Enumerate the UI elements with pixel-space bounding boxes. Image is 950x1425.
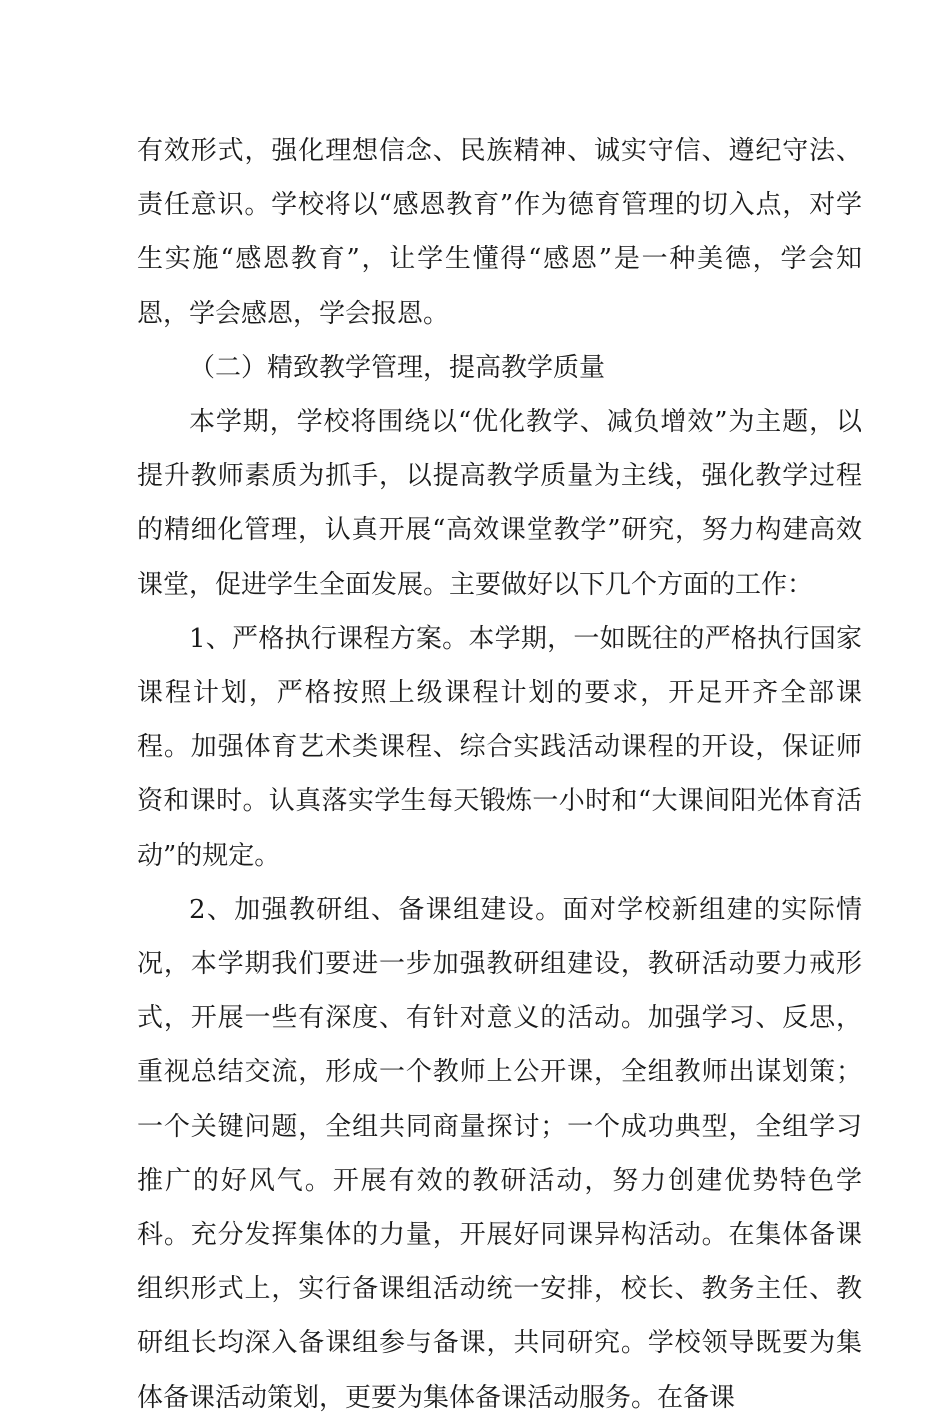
paragraph-teaching-intro: 本学期，学校将围绕以“优化教学、减负增效”为主题，以提升教师素质为抓手，以提高教学质量为主线，强化教学过程的精细化管理，认真开展“高效课堂教学”研究，努力构建高效课堂，促进学生全面发展。主要做好以下几个方面的工作： bbox=[137, 407, 862, 600]
paragraph-moral-education-end: 有效形式，强化理想信念、民族精神、诚实守信、遵纪守法、责任意识。学校将以“感恩教育”作为德育管理的切入点，对学生实施“感恩教育”，让学生懂得“感恩”是一种美德，学会知恩，学会感恩，学会报恩。 bbox=[137, 136, 862, 329]
paragraph-item-1-curriculum: 1、严格执行课程方案。本学期，一如既往的严格执行国家课程计划，严格按照上级课程计划的要求，开足开齐全部课程。加强体育艺术类课程、综合实践活动课程的开设，保证师资和课时。认真落实学生每天锻炼一小时和“大课间阳光体育活动”的规定。 bbox=[137, 623, 862, 871]
section-heading-teaching-management: （二）精致教学管理，提高教学质量 bbox=[189, 352, 606, 383]
document-body bbox=[137, 124, 862, 1425]
paragraph-item-2-research-groups: 2、加强教研组、备课组建设。面对学校新组建的实际情况，本学期我们要进一步加强教研组建设，教研活动要力戒形式，开展一些有深度、有针对意义的活动。加强学习、反思，重视总结交流，形成一个教师上公开课，全组教师出谋划策；一个关键问题，全组共同商量探讨；一个成功典型，全组学习推广的好风气。开展有效的教研活动，努力创建优势特色学科。充分发挥集体的力量，开展好同课异构活动。在集体备课组织形式上，实行备课组活动统一安排，校长、教务主任、教研组长均深入备课组参与备课，共同研究。学校领导既要为集体备课活动策划，更要为集体备课活动服务。在备课 bbox=[137, 894, 862, 1413]
